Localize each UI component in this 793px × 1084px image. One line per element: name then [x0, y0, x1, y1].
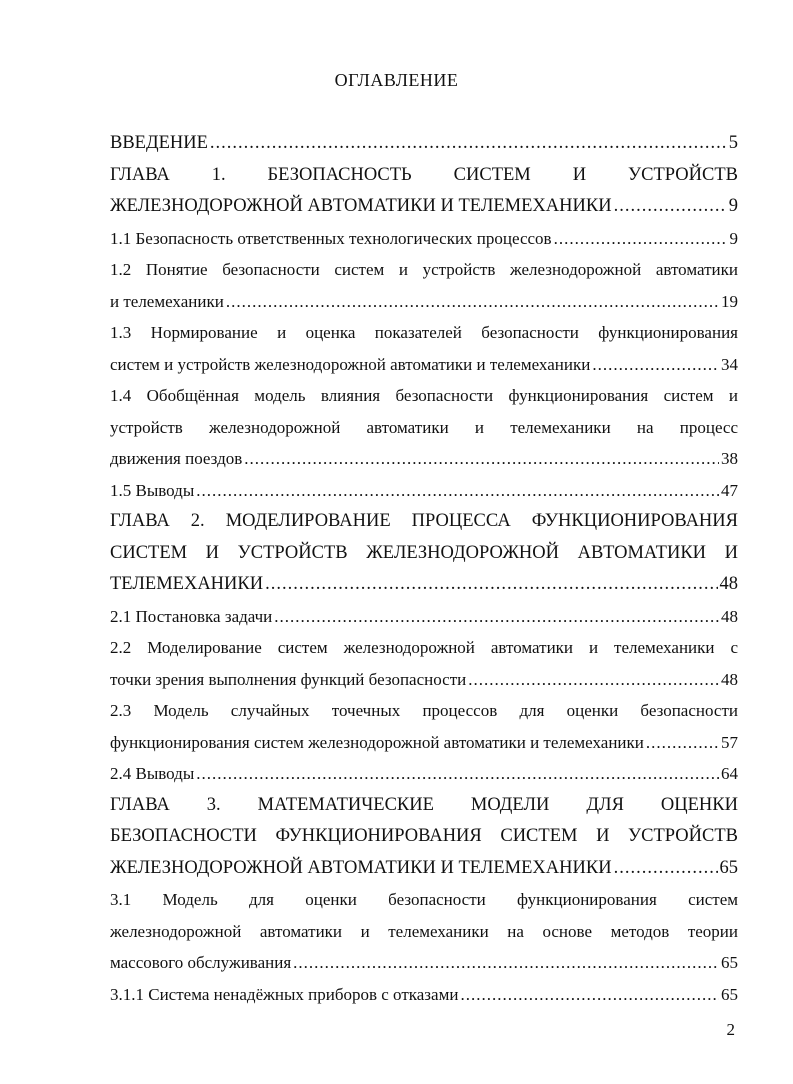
toc-entry-page: 57 [721, 732, 738, 752]
dot-leader [244, 443, 719, 475]
toc-entry-line: 1.4 Обобщённая модель влияния безопасности функционирования систем и [110, 386, 738, 405]
toc-entry-page: 38 [721, 449, 738, 468]
toc-entry-line: 2.3 Модель случайных точечных процессов для оценки безопасности [110, 701, 738, 720]
table-of-contents [110, 128, 738, 1010]
toc-entry-title: 3.1.1 Система ненадёжных приборов с отказами [110, 984, 459, 1004]
dot-leader [592, 349, 719, 381]
toc-entry-last-line [110, 601, 738, 633]
toc-entry-title: функционирования систем железнодорожной автоматики и телемеханики [110, 732, 644, 752]
toc-entry-title: ТЕЛЕМЕХАНИКИ [110, 574, 264, 594]
toc-entry-page: 48 [721, 669, 738, 689]
dot-leader [646, 727, 719, 759]
toc-entry-page: 65 [721, 984, 738, 1004]
toc-entry-title: 2.1 Постановка задачи [110, 606, 273, 626]
toc-entry-page: 65 [719, 857, 738, 878]
toc-entry-title: 1.5 Выводы [110, 480, 195, 500]
toc-entry-page: 48 [719, 574, 738, 594]
toc-entry[interactable] [110, 380, 738, 475]
toc-entry[interactable] [110, 790, 738, 885]
toc-entry-line: СИСТЕМ И УСТРОЙСТВ ЖЕЛЕЗНОДОРОЖНОЙ АВТОМАТИКИ И [110, 542, 738, 563]
toc-entry[interactable] [110, 758, 738, 790]
dot-leader [554, 223, 728, 255]
dot-leader [468, 664, 719, 696]
toc-entry-line: железнодорожной автоматики и телемеханики на основе методов теории [110, 921, 738, 941]
toc-entry[interactable] [110, 317, 738, 380]
toc-entry-title: систем и устройств железнодорожной автоматики и телемеханики [110, 354, 591, 374]
toc-entry-title: ЖЕЛЕЗНОДОРОЖНОЙ АВТОМАТИКИ И ТЕЛЕМЕХАНИКИ [110, 196, 612, 216]
toc-entry-page: 19 [721, 291, 738, 311]
toc-entry-last-line [110, 286, 738, 318]
dot-leader [614, 191, 727, 223]
toc-entry-line: 1.2 Понятие безопасности систем и устройств железнодорожной автоматики [110, 260, 738, 279]
dot-leader [210, 128, 727, 160]
toc-entry-line: устройств железнодорожной автоматики и телемеханики на процесс [110, 417, 738, 437]
toc-entry-line: ГЛАВА 3. МАТЕМАТИЧЕСКИЕ МОДЕЛИ ДЛЯ ОЦЕНКИ [110, 794, 738, 815]
dot-leader [226, 286, 719, 318]
toc-entry[interactable] [110, 160, 738, 223]
toc-entry-last-line [110, 664, 738, 696]
toc-entry-last-line [110, 223, 738, 255]
toc-entry-line: 3.1 Модель для оценки безопасности функционирования систем [110, 890, 738, 909]
toc-entry-last-line [110, 979, 738, 1011]
toc-entry[interactable] [110, 475, 738, 507]
toc-entry-page: 34 [721, 354, 738, 374]
dot-leader [460, 979, 719, 1011]
page-number: 2 [726, 1020, 735, 1039]
toc-entry-line: ГЛАВА 2. МОДЕЛИРОВАНИЕ ПРОЦЕССА ФУНКЦИОНИРОВАНИЯ [110, 511, 738, 531]
toc-entry-line: ГЛАВА 1. БЕЗОПАСНОСТЬ СИСТЕМ И УСТРОЙСТВ [110, 164, 738, 185]
toc-entry-last-line [110, 475, 738, 507]
toc-entry-last-line [110, 128, 738, 160]
toc-entry-last-line [110, 349, 738, 381]
toc-entry-last-line [110, 569, 738, 601]
toc-entry-line: 1.3 Нормирование и оценка показателей безопасности функционирования [110, 323, 738, 342]
dot-leader [196, 475, 719, 507]
toc-entry-last-line [110, 191, 738, 223]
toc-entry-line: 2.2 Моделирование систем железнодорожной автоматики и телемеханики с [110, 638, 738, 657]
page-title: ОГЛАВЛЕНИЕ [334, 70, 459, 90]
toc-entry[interactable] [110, 632, 738, 695]
toc-entry-title: движения поездов [110, 449, 243, 468]
toc-entry-last-line [110, 727, 738, 759]
toc-entry-title: ВВЕДЕНИЕ [110, 133, 208, 153]
toc-entry-title: точки зрения выполнения функций безопасности [110, 669, 467, 689]
dot-leader [265, 569, 717, 601]
toc-entry-page: 9 [729, 228, 738, 248]
toc-entry[interactable] [110, 695, 738, 758]
toc-entry[interactable] [110, 223, 738, 255]
toc-entry-line: БЕЗОПАСНОСТИ ФУНКЦИОНИРОВАНИЯ СИСТЕМ И УСТРОЙСТВ [110, 826, 738, 846]
dot-leader [293, 947, 719, 979]
toc-entry-title: 1.1 Безопасность ответственных технологических процессов [110, 228, 552, 248]
toc-entry-page: 5 [728, 133, 738, 153]
toc-entry-title: массового обслуживания [110, 953, 292, 972]
toc-entry[interactable] [110, 884, 738, 979]
toc-entry-last-line [110, 947, 738, 979]
dot-leader [614, 853, 718, 885]
toc-entry-last-line [110, 758, 738, 790]
toc-entry[interactable] [110, 979, 738, 1011]
toc-entry[interactable] [110, 506, 738, 601]
toc-entry-page: 9 [728, 196, 738, 216]
toc-entry[interactable] [110, 254, 738, 317]
toc-entry-title: 2.4 Выводы [110, 764, 195, 783]
toc-entry-page: 65 [721, 953, 738, 972]
toc-entry-last-line [110, 443, 738, 475]
dot-leader [196, 758, 719, 790]
dot-leader [274, 601, 719, 633]
toc-entry-page: 48 [721, 606, 738, 626]
toc-entry-page: 64 [721, 764, 738, 783]
toc-entry-last-line [110, 853, 738, 885]
toc-entry[interactable] [110, 601, 738, 633]
toc-entry-title: ЖЕЛЕЗНОДОРОЖНОЙ АВТОМАТИКИ И ТЕЛЕМЕХАНИКИ [110, 857, 612, 878]
toc-entry-title: и телемеханики [110, 291, 224, 311]
toc-entry-page: 47 [721, 480, 738, 500]
toc-entry[interactable] [110, 128, 738, 160]
